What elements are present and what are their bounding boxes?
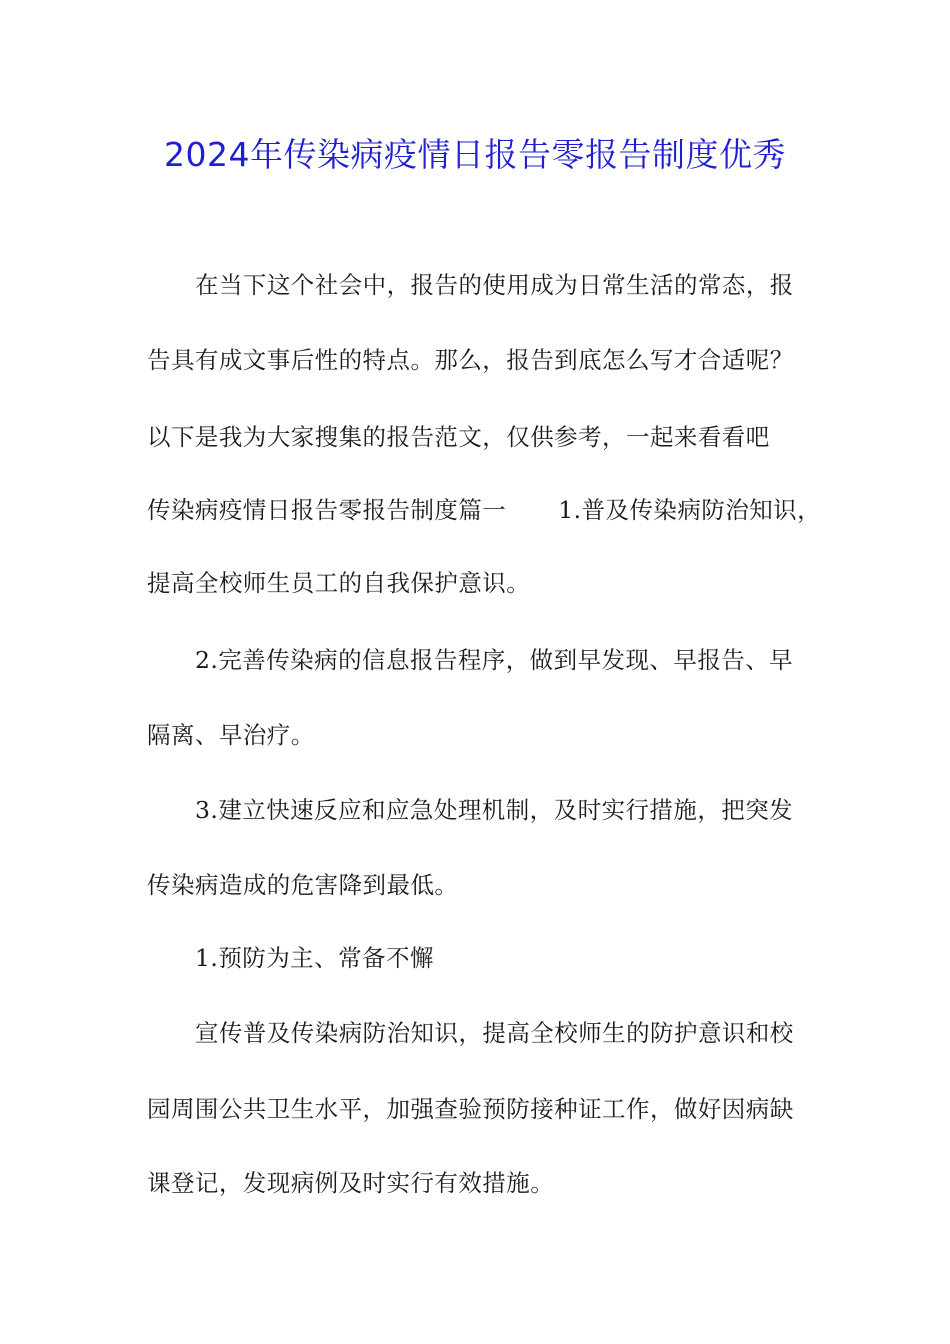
list-item-line: 2.完善传染病的信息报告程序，做到早发现、早报告、早	[195, 646, 794, 674]
section-heading: 传染病疫情日报告零报告制度篇一	[147, 496, 507, 524]
paragraph-line: 告具有成文事后性的特点。那么，报告到底怎么写才合适呢？	[147, 346, 794, 374]
paragraph-line: 以下是我为大家搜集的报告范文，仅供参考，一起来看看吧	[147, 423, 770, 451]
paragraph-line: 提高全校师生员工的自我保护意识。	[147, 569, 531, 597]
paragraph-line: 园周围公共卫生水平，加强查验预防接种证工作，做好因病缺	[147, 1095, 794, 1123]
paragraph-line: 宣传普及传染病防治知识，提高全校师生的防护意识和校	[195, 1019, 794, 1047]
section-heading-line	[147, 495, 821, 525]
paragraph-line: 传染病造成的危害降到最低。	[147, 871, 459, 899]
subheading-line: 1.预防为主、常备不懈	[195, 944, 434, 972]
list-item-text: 1.普及传染病防治知识，	[558, 496, 822, 524]
document-title: 2024年传染病疫情日报告零报告制度优秀	[164, 135, 786, 174]
paragraph-line: 隔离、早治疗。	[147, 721, 315, 749]
list-item-line: 3.建立快速反应和应急处理机制，及时实行措施，把突发	[195, 796, 794, 824]
paragraph-line: 课登记，发现病例及时实行有效措施。	[147, 1169, 555, 1197]
paragraph-line: 在当下这个社会中，报告的使用成为日常生活的常态，报	[195, 271, 794, 299]
